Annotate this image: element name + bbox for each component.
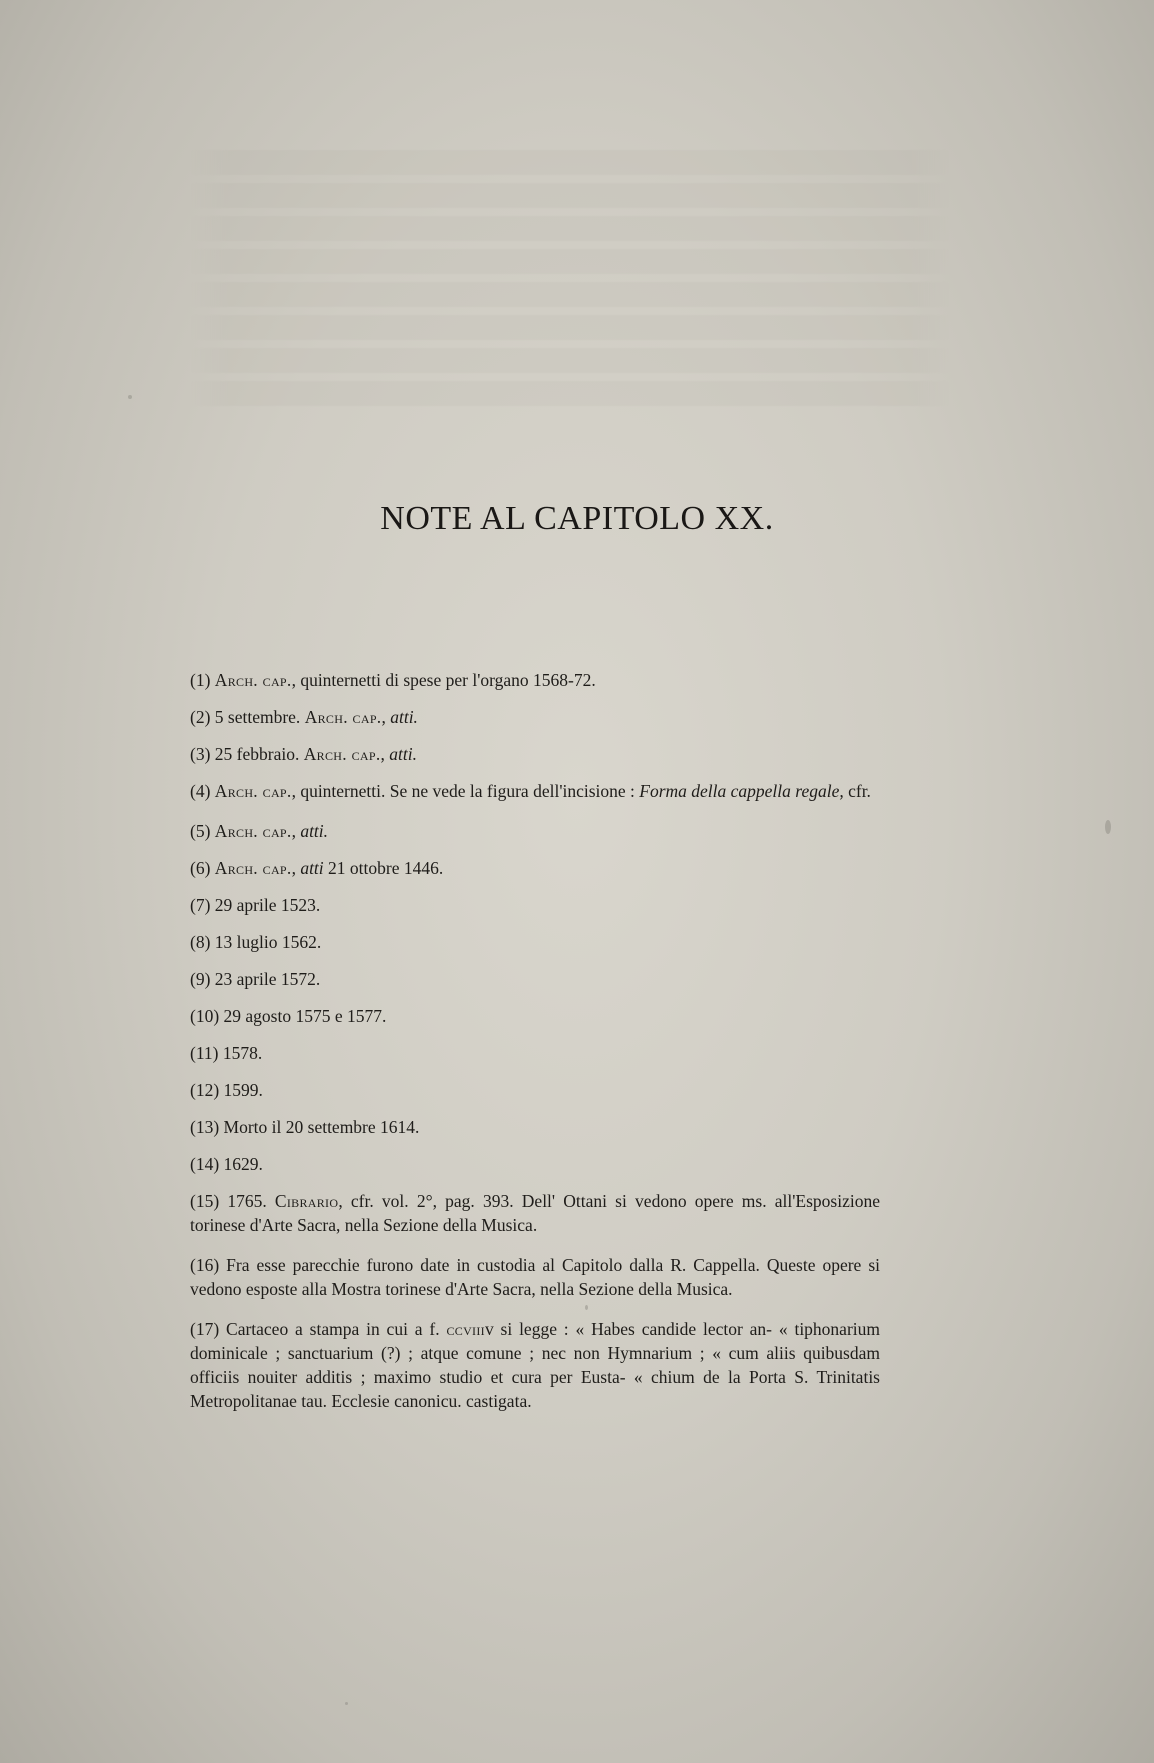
endnote-text: Morto il 20 settembre 1614. xyxy=(223,1117,420,1137)
endnote xyxy=(190,668,880,692)
endnote-number: (15) xyxy=(190,1191,228,1211)
endnote-text: , xyxy=(380,744,390,764)
endnote-text: cfr. xyxy=(843,781,871,801)
endnote xyxy=(190,893,880,917)
endnote-number: (1) xyxy=(190,670,215,690)
endnote xyxy=(190,1078,880,1102)
endnote-number: (9) xyxy=(190,969,215,989)
italic-text: atti. xyxy=(300,821,329,841)
paper-speck xyxy=(1105,820,1111,834)
endnote-number: (7) xyxy=(190,895,215,915)
endnote-text: v si legge : « Habes candide lector an- « tiphonarium dominicale ; sanctuarium (?) ; atque comune ; nec non Hymnarium ; « cum aliis quibusdam officiis nouiter additis ; maximo studio et cura per Eusta- « chium de la Porta S. Trinitatis Metropolitanae tau. Ecclesie canonicu. castigata. xyxy=(190,1319,881,1411)
endnotes-list xyxy=(190,668,880,1429)
endnote-text: , quinternetti. Se ne vede la figura dell'incisione : xyxy=(291,781,640,801)
endnote-text: Fra esse parecchie furono date in custodia al Capitolo dalla R. Cappella. Queste opere si vedono esposte alla Mostra torinese d'Arte Sacra, nella Sezione della Musica. xyxy=(190,1255,880,1299)
endnote-number: (4) xyxy=(190,781,215,801)
source-abbreviation: Arch. cap. xyxy=(304,707,382,727)
endnote-text: 29 agosto 1575 e 1577. xyxy=(223,1006,387,1026)
bleed-through-texture xyxy=(190,150,950,414)
source-abbreviation: Arch. cap. xyxy=(214,821,292,841)
endnote-text: 5 settembre. xyxy=(214,707,305,727)
endnote-text: Cartaceo a stampa in cui a f. xyxy=(226,1319,447,1339)
endnote-number: (14) xyxy=(190,1154,224,1174)
endnote xyxy=(190,1253,880,1301)
italic-text: atti xyxy=(300,858,324,878)
endnote-text: 1629. xyxy=(223,1154,263,1174)
endnote xyxy=(190,1115,880,1139)
italic-text: atti. xyxy=(390,707,418,727)
endnote xyxy=(190,930,880,954)
endnote-text: , xyxy=(291,821,301,841)
endnote-text: 29 aprile 1523. xyxy=(214,895,321,915)
paper-speck xyxy=(345,1702,348,1705)
page-title: NOTE AL CAPITOLO XX. xyxy=(380,500,774,537)
source-abbreviation: Cibrario xyxy=(274,1191,339,1211)
endnote-text: , cfr. vol. 2°, pag. 393. Dell' Ottani si vedono opere ms. all'Esposizione torinese d'Arte Sacra, nella Sezione della Musica. xyxy=(190,1191,880,1235)
endnote-number: (2) xyxy=(190,707,215,727)
endnote-text: 1599. xyxy=(223,1080,263,1100)
endnote xyxy=(190,1004,880,1028)
endnote-number: (6) xyxy=(190,858,215,878)
source-abbreviation: Arch. cap. xyxy=(214,670,292,690)
endnote-text: 23 aprile 1572. xyxy=(214,969,321,989)
endnote xyxy=(190,742,880,766)
endnote-text: , xyxy=(381,707,391,727)
endnote-number: (10) xyxy=(190,1006,224,1026)
endnote-number: (3) xyxy=(190,744,215,764)
endnote xyxy=(190,1152,880,1176)
italic-text: Forma della cappella regale, xyxy=(639,781,844,801)
endnote-text: 1578. xyxy=(222,1043,263,1063)
source-abbreviation: Arch. cap. xyxy=(214,781,292,801)
paper-speck xyxy=(128,395,132,399)
endnote-number: (16) xyxy=(190,1255,227,1275)
endnote xyxy=(190,856,880,880)
endnote-number: (5) xyxy=(190,821,215,841)
endnote-text: 13 luglio 1562. xyxy=(214,932,322,952)
endnote-number: (12) xyxy=(190,1080,224,1100)
endnote-number: (13) xyxy=(190,1117,224,1137)
source-abbreviation: Arch. cap. xyxy=(214,858,292,878)
endnote-text: 21 ottobre 1446. xyxy=(323,858,444,878)
source-abbreviation: Arch. cap. xyxy=(303,744,381,764)
endnote xyxy=(190,1041,880,1065)
source-abbreviation: ccviii xyxy=(446,1319,485,1339)
endnote-text: 1765. xyxy=(227,1191,275,1211)
endnote-text: 25 febbraio. xyxy=(214,744,304,764)
endnote xyxy=(190,779,880,803)
italic-text: atti. xyxy=(389,744,417,764)
endnote xyxy=(190,819,880,843)
endnote xyxy=(190,705,880,729)
endnote xyxy=(190,967,880,991)
endnote xyxy=(190,1189,880,1237)
endnote-text: , quinternetti di spese per l'organo 1568-72. xyxy=(291,670,596,690)
endnote-text: , xyxy=(291,858,301,878)
endnote xyxy=(190,1317,880,1413)
endnote-number: (8) xyxy=(190,932,215,952)
endnote-number: (17) xyxy=(190,1319,227,1339)
endnote-number: (11) xyxy=(190,1043,223,1063)
